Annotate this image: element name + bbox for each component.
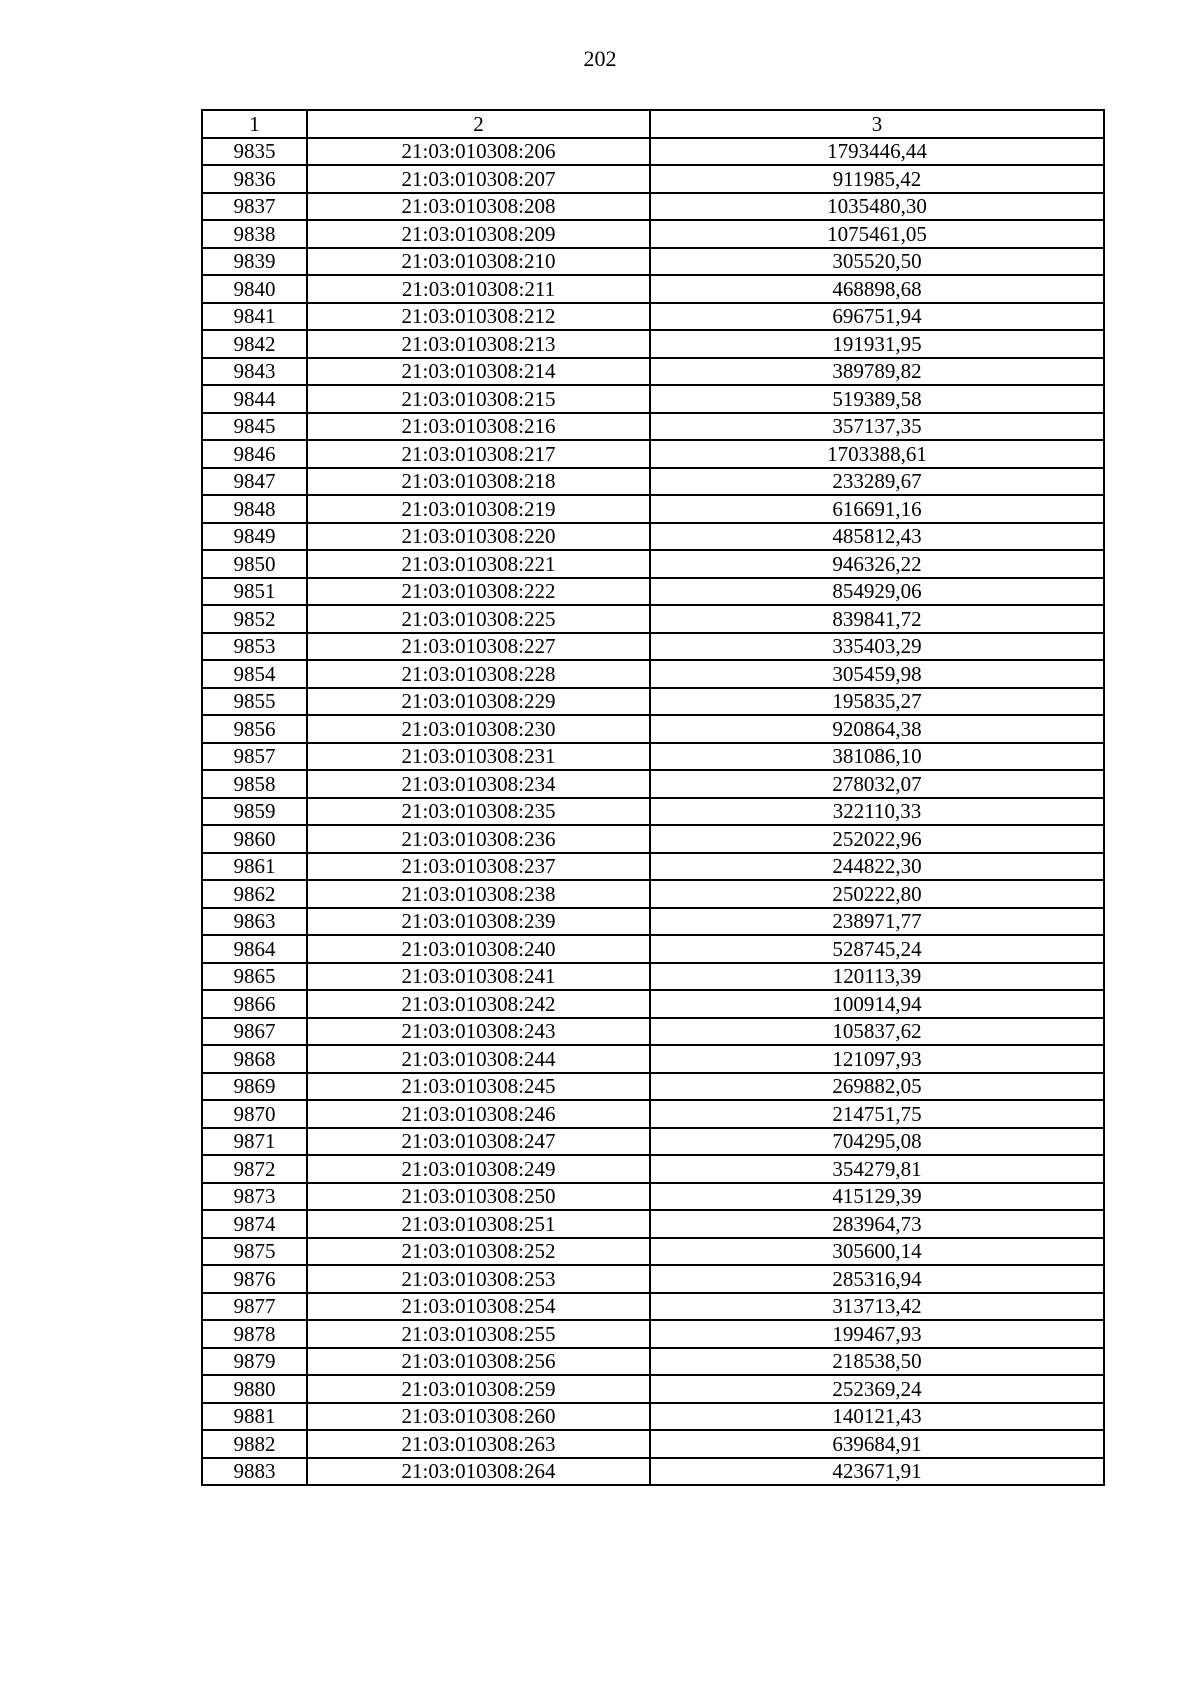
value-cell: 199467,93	[650, 1320, 1104, 1348]
cadastral-number-cell: 21:03:010308:252	[307, 1238, 650, 1266]
table-row	[202, 1238, 1104, 1266]
row-number-cell: 9861	[202, 853, 307, 881]
column-header-1: 1	[202, 110, 307, 138]
cadastral-number-cell: 21:03:010308:240	[307, 935, 650, 963]
value-cell: 100914,94	[650, 990, 1104, 1018]
cadastral-number-cell: 21:03:010308:246	[307, 1100, 650, 1128]
cadastral-number-cell: 21:03:010308:231	[307, 743, 650, 771]
table-row	[202, 853, 1104, 881]
value-cell: 519389,58	[650, 385, 1104, 413]
row-number-cell: 9860	[202, 825, 307, 853]
table-row	[202, 1403, 1104, 1431]
value-cell: 305459,98	[650, 660, 1104, 688]
value-cell: 1793446,44	[650, 138, 1104, 166]
cadastral-number-cell: 21:03:010308:236	[307, 825, 650, 853]
table-row	[202, 1128, 1104, 1156]
cadastral-number-cell: 21:03:010308:221	[307, 550, 650, 578]
cadastral-number-cell: 21:03:010308:215	[307, 385, 650, 413]
row-number-cell: 9852	[202, 605, 307, 633]
value-cell: 313713,42	[650, 1293, 1104, 1321]
row-number-cell: 9871	[202, 1128, 307, 1156]
row-number-cell: 9842	[202, 330, 307, 358]
table-row	[202, 715, 1104, 743]
value-cell: 278032,07	[650, 770, 1104, 798]
row-number-cell: 9847	[202, 468, 307, 496]
page-number: 202	[583, 46, 617, 71]
cadastral-number-cell: 21:03:010308:237	[307, 853, 650, 881]
cadastral-number-cell: 21:03:010308:255	[307, 1320, 650, 1348]
cadastral-number-cell: 21:03:010308:211	[307, 275, 650, 303]
table-row	[202, 1045, 1104, 1073]
value-cell: 269882,05	[650, 1073, 1104, 1101]
cadastral-number-cell: 21:03:010308:227	[307, 633, 650, 661]
table-header	[202, 110, 1104, 138]
value-cell: 238971,77	[650, 908, 1104, 936]
table-row	[202, 468, 1104, 496]
value-cell: 920864,38	[650, 715, 1104, 743]
value-cell: 1075461,05	[650, 220, 1104, 248]
value-cell: 305600,14	[650, 1238, 1104, 1266]
table-row	[202, 908, 1104, 936]
value-cell: 911985,42	[650, 165, 1104, 193]
table-row	[202, 990, 1104, 1018]
table-row	[202, 330, 1104, 358]
row-number-cell: 9864	[202, 935, 307, 963]
table-row	[202, 688, 1104, 716]
table-row	[202, 138, 1104, 166]
table-row	[202, 578, 1104, 606]
table-row	[202, 963, 1104, 991]
row-number-cell: 9870	[202, 1100, 307, 1128]
row-number-cell: 9857	[202, 743, 307, 771]
row-number-cell: 9863	[202, 908, 307, 936]
row-number-cell: 9873	[202, 1183, 307, 1211]
value-cell: 1703388,61	[650, 440, 1104, 468]
row-number-cell: 9865	[202, 963, 307, 991]
table-row	[202, 275, 1104, 303]
table-row	[202, 303, 1104, 331]
header-row	[202, 110, 1104, 138]
cadastral-number-cell: 21:03:010308:249	[307, 1155, 650, 1183]
value-cell: 322110,33	[650, 798, 1104, 826]
row-number-cell: 9840	[202, 275, 307, 303]
row-number-cell: 9841	[202, 303, 307, 331]
table-row	[202, 1210, 1104, 1238]
table-row	[202, 1155, 1104, 1183]
value-cell: 252022,96	[650, 825, 1104, 853]
table-row	[202, 1458, 1104, 1486]
cadastral-number-cell: 21:03:010308:245	[307, 1073, 650, 1101]
row-number-cell: 9848	[202, 495, 307, 523]
table-row	[202, 880, 1104, 908]
cadastral-number-cell: 21:03:010308:220	[307, 523, 650, 551]
table-row	[202, 413, 1104, 441]
value-cell: 244822,30	[650, 853, 1104, 881]
data-table	[201, 109, 1105, 1486]
column-header-2: 2	[307, 110, 650, 138]
table-row	[202, 1265, 1104, 1293]
value-cell: 528745,24	[650, 935, 1104, 963]
value-cell: 423671,91	[650, 1458, 1104, 1486]
cadastral-number-cell: 21:03:010308:208	[307, 193, 650, 221]
row-number-cell: 9879	[202, 1348, 307, 1376]
row-number-cell: 9838	[202, 220, 307, 248]
value-cell: 195835,27	[650, 688, 1104, 716]
cadastral-number-cell: 21:03:010308:230	[307, 715, 650, 743]
value-cell: 121097,93	[650, 1045, 1104, 1073]
row-number-cell: 9859	[202, 798, 307, 826]
table-row	[202, 660, 1104, 688]
row-number-cell: 9869	[202, 1073, 307, 1101]
row-number-cell: 9878	[202, 1320, 307, 1348]
table-row	[202, 1348, 1104, 1376]
row-number-cell: 9875	[202, 1238, 307, 1266]
value-cell: 283964,73	[650, 1210, 1104, 1238]
cadastral-number-cell: 21:03:010308:239	[307, 908, 650, 936]
value-cell: 704295,08	[650, 1128, 1104, 1156]
value-cell: 485812,43	[650, 523, 1104, 551]
table-row	[202, 1073, 1104, 1101]
cadastral-number-cell: 21:03:010308:253	[307, 1265, 650, 1293]
value-cell: 285316,94	[650, 1265, 1104, 1293]
cadastral-number-cell: 21:03:010308:222	[307, 578, 650, 606]
value-cell: 389789,82	[650, 358, 1104, 386]
value-cell: 381086,10	[650, 743, 1104, 771]
row-number-cell: 9872	[202, 1155, 307, 1183]
table-row	[202, 165, 1104, 193]
table-row	[202, 495, 1104, 523]
value-cell: 415129,39	[650, 1183, 1104, 1211]
row-number-cell: 9835	[202, 138, 307, 166]
table-row	[202, 1100, 1104, 1128]
table-row	[202, 523, 1104, 551]
cadastral-number-cell: 21:03:010308:210	[307, 248, 650, 276]
cadastral-number-cell: 21:03:010308:243	[307, 1018, 650, 1046]
row-number-cell: 9868	[202, 1045, 307, 1073]
row-number-cell: 9877	[202, 1293, 307, 1321]
cadastral-number-cell: 21:03:010308:250	[307, 1183, 650, 1211]
value-cell: 696751,94	[650, 303, 1104, 331]
cadastral-number-cell: 21:03:010308:256	[307, 1348, 650, 1376]
table-row	[202, 193, 1104, 221]
value-cell: 335403,29	[650, 633, 1104, 661]
row-number-cell: 9853	[202, 633, 307, 661]
table-row	[202, 605, 1104, 633]
value-cell: 354279,81	[650, 1155, 1104, 1183]
table-row	[202, 1183, 1104, 1211]
value-cell: 105837,62	[650, 1018, 1104, 1046]
cadastral-number-cell: 21:03:010308:229	[307, 688, 650, 716]
row-number-cell: 9849	[202, 523, 307, 551]
value-cell: 250222,80	[650, 880, 1104, 908]
column-header-3: 3	[650, 110, 1104, 138]
row-number-cell: 9856	[202, 715, 307, 743]
table-row	[202, 825, 1104, 853]
row-number-cell: 9874	[202, 1210, 307, 1238]
table-row	[202, 248, 1104, 276]
row-number-cell: 9867	[202, 1018, 307, 1046]
row-number-cell: 9851	[202, 578, 307, 606]
row-number-cell: 9866	[202, 990, 307, 1018]
row-number-cell: 9846	[202, 440, 307, 468]
value-cell: 305520,50	[650, 248, 1104, 276]
row-number-cell: 9883	[202, 1458, 307, 1486]
row-number-cell: 9880	[202, 1375, 307, 1403]
cadastral-number-cell: 21:03:010308:219	[307, 495, 650, 523]
table-row	[202, 633, 1104, 661]
table-row	[202, 798, 1104, 826]
value-cell: 854929,06	[650, 578, 1104, 606]
cadastral-number-cell: 21:03:010308:235	[307, 798, 650, 826]
table-row	[202, 550, 1104, 578]
cadastral-number-cell: 21:03:010308:263	[307, 1430, 650, 1458]
value-cell: 214751,75	[650, 1100, 1104, 1128]
row-number-cell: 9850	[202, 550, 307, 578]
table-row	[202, 440, 1104, 468]
cadastral-number-cell: 21:03:010308:244	[307, 1045, 650, 1073]
value-cell: 839841,72	[650, 605, 1104, 633]
value-cell: 468898,68	[650, 275, 1104, 303]
cadastral-number-cell: 21:03:010308:234	[307, 770, 650, 798]
row-number-cell: 9882	[202, 1430, 307, 1458]
table-row	[202, 743, 1104, 771]
table-row	[202, 1320, 1104, 1348]
table-row	[202, 1375, 1104, 1403]
cadastral-number-cell: 21:03:010308:259	[307, 1375, 650, 1403]
cadastral-number-cell: 21:03:010308:264	[307, 1458, 650, 1486]
value-cell: 946326,22	[650, 550, 1104, 578]
value-cell: 616691,16	[650, 495, 1104, 523]
row-number-cell: 9839	[202, 248, 307, 276]
row-number-cell: 9876	[202, 1265, 307, 1293]
cadastral-number-cell: 21:03:010308:216	[307, 413, 650, 441]
value-cell: 357137,35	[650, 413, 1104, 441]
value-cell: 1035480,30	[650, 193, 1104, 221]
cadastral-number-cell: 21:03:010308:214	[307, 358, 650, 386]
cadastral-number-cell: 21:03:010308:217	[307, 440, 650, 468]
table-row	[202, 1430, 1104, 1458]
value-cell: 191931,95	[650, 330, 1104, 358]
table-body	[202, 138, 1104, 1486]
table-row	[202, 1018, 1104, 1046]
cadastral-number-cell: 21:03:010308:260	[307, 1403, 650, 1431]
value-cell: 252369,24	[650, 1375, 1104, 1403]
value-cell: 233289,67	[650, 468, 1104, 496]
cadastral-number-cell: 21:03:010308:209	[307, 220, 650, 248]
table-row	[202, 358, 1104, 386]
cadastral-number-cell: 21:03:010308:228	[307, 660, 650, 688]
value-cell: 120113,39	[650, 963, 1104, 991]
row-number-cell: 9858	[202, 770, 307, 798]
row-number-cell: 9855	[202, 688, 307, 716]
table-row	[202, 935, 1104, 963]
cadastral-number-cell: 21:03:010308:251	[307, 1210, 650, 1238]
cadastral-number-cell: 21:03:010308:225	[307, 605, 650, 633]
table-row	[202, 220, 1104, 248]
row-number-cell: 9836	[202, 165, 307, 193]
row-number-cell: 9837	[202, 193, 307, 221]
cadastral-number-cell: 21:03:010308:218	[307, 468, 650, 496]
cadastral-number-cell: 21:03:010308:241	[307, 963, 650, 991]
value-cell: 140121,43	[650, 1403, 1104, 1431]
row-number-cell: 9862	[202, 880, 307, 908]
table-row	[202, 1293, 1104, 1321]
row-number-cell: 9845	[202, 413, 307, 441]
cadastral-number-cell: 21:03:010308:238	[307, 880, 650, 908]
row-number-cell: 9854	[202, 660, 307, 688]
row-number-cell: 9881	[202, 1403, 307, 1431]
cadastral-number-cell: 21:03:010308:213	[307, 330, 650, 358]
cadastral-number-cell: 21:03:010308:242	[307, 990, 650, 1018]
cadastral-number-cell: 21:03:010308:206	[307, 138, 650, 166]
table-row	[202, 385, 1104, 413]
cadastral-number-cell: 21:03:010308:212	[307, 303, 650, 331]
table-row	[202, 770, 1104, 798]
cadastral-number-cell: 21:03:010308:254	[307, 1293, 650, 1321]
cadastral-number-cell: 21:03:010308:207	[307, 165, 650, 193]
cadastral-number-cell: 21:03:010308:247	[307, 1128, 650, 1156]
value-cell: 218538,50	[650, 1348, 1104, 1376]
row-number-cell: 9844	[202, 385, 307, 413]
row-number-cell: 9843	[202, 358, 307, 386]
value-cell: 639684,91	[650, 1430, 1104, 1458]
